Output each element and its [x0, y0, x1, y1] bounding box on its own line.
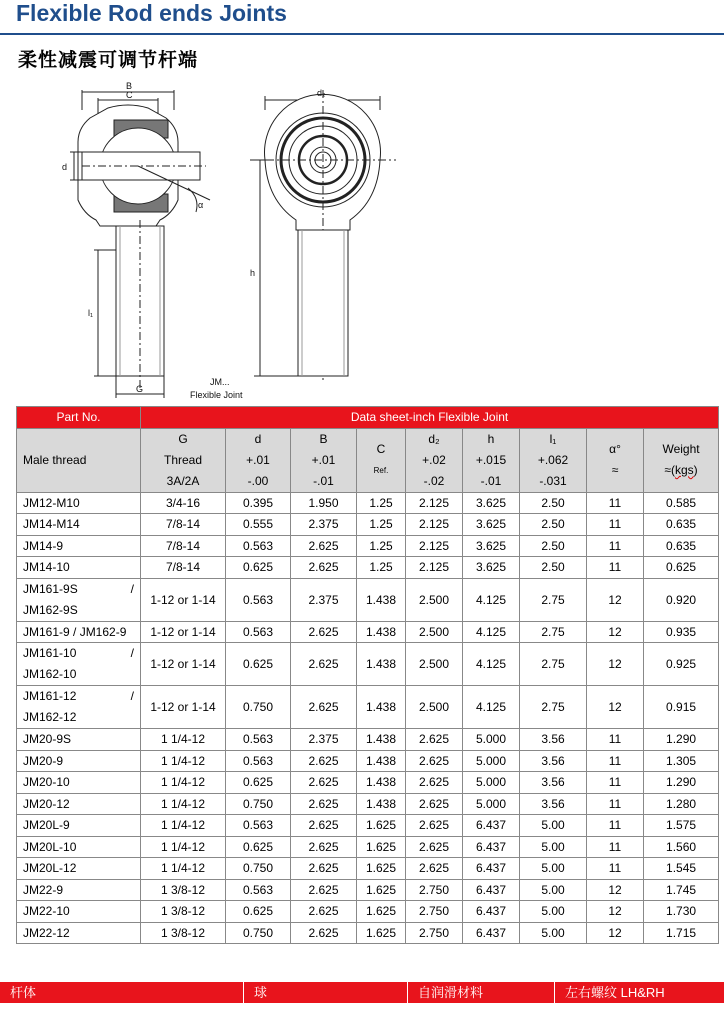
- table-row: [17, 578, 719, 621]
- cell-G: 7/8-14: [141, 535, 226, 557]
- cell-a: 12: [587, 686, 644, 729]
- cell-l1: 2.50: [520, 514, 587, 536]
- cell-C: 1.438: [357, 729, 406, 751]
- cell-h: 4.125: [463, 686, 520, 729]
- cell-w: 1.730: [644, 901, 719, 923]
- cell-C: 1.438: [357, 578, 406, 621]
- cell-h: 5.000: [463, 772, 520, 794]
- cell-d: 0.625: [226, 772, 291, 794]
- cell-d: 0.625: [226, 643, 291, 686]
- cell-B: 2.625: [291, 793, 357, 815]
- cell-d2: 2.750: [406, 901, 463, 923]
- table-row: [17, 535, 719, 557]
- cell-d: 0.563: [226, 578, 291, 621]
- table-row: [17, 643, 719, 686]
- cell-h: 6.437: [463, 858, 520, 880]
- cell-a: 12: [587, 901, 644, 923]
- cell-l1: 5.00: [520, 858, 587, 880]
- cell-C: 1.625: [357, 901, 406, 923]
- table-row: [17, 836, 719, 858]
- cell-a: 11: [587, 750, 644, 772]
- cell-h: 5.000: [463, 750, 520, 772]
- cell-B: 2.625: [291, 621, 357, 643]
- dim-label-d2: d₂: [317, 88, 326, 98]
- cell-a: 12: [587, 643, 644, 686]
- cell-G: 1-12 or 1-14: [141, 686, 226, 729]
- cell-G: 1 3/8-12: [141, 879, 226, 901]
- cell-C: 1.438: [357, 750, 406, 772]
- cell-G: 1 1/4-12: [141, 836, 226, 858]
- cell-d: 0.563: [226, 729, 291, 751]
- cell-h: 3.625: [463, 557, 520, 579]
- cell-G: 1 1/4-12: [141, 793, 226, 815]
- cell-C: 1.438: [357, 621, 406, 643]
- cell-h: 3.625: [463, 492, 520, 514]
- cell-G: 1 1/4-12: [141, 772, 226, 794]
- cell-l1: 3.56: [520, 750, 587, 772]
- footer-item-thread: 左右螺纹 LH&RH: [565, 985, 665, 1000]
- side-section-view: [70, 90, 210, 398]
- cell-G: 1 1/4-12: [141, 729, 226, 751]
- table-row: [17, 621, 719, 643]
- cell-C: 1.25: [357, 535, 406, 557]
- cell-h: 6.437: [463, 901, 520, 923]
- cell-h: 4.125: [463, 621, 520, 643]
- drawing-caption-part: JM...: [210, 377, 230, 387]
- cell-d2: 2.625: [406, 815, 463, 837]
- dim-label-l1: l₁: [88, 308, 94, 318]
- cell-h: 6.437: [463, 922, 520, 944]
- front-view: [250, 90, 396, 380]
- cell-C: 1.625: [357, 836, 406, 858]
- cell-d2: 2.125: [406, 492, 463, 514]
- table-row: [17, 492, 719, 514]
- table-row: [17, 557, 719, 579]
- cell-d2: 2.625: [406, 772, 463, 794]
- cell-w: 0.925: [644, 643, 719, 686]
- cell-a: 11: [587, 772, 644, 794]
- table-row: [17, 729, 719, 751]
- col-header-alpha: α° ≈: [587, 428, 644, 492]
- part-number-cell: JM14-10: [17, 557, 141, 579]
- cell-B: 1.950: [291, 492, 357, 514]
- cell-a: 12: [587, 621, 644, 643]
- sheet-title: Data sheet-inch Flexible Joint: [141, 407, 719, 429]
- cell-a: 12: [587, 578, 644, 621]
- cell-G: 7/8-14: [141, 514, 226, 536]
- cell-C: 1.438: [357, 772, 406, 794]
- part-number-cell: JM22-10: [17, 901, 141, 923]
- cell-G: 1 1/4-12: [141, 858, 226, 880]
- cell-d: 0.563: [226, 879, 291, 901]
- cell-B: 2.625: [291, 815, 357, 837]
- cell-d2: 2.125: [406, 557, 463, 579]
- cell-d: 0.625: [226, 901, 291, 923]
- cell-G: 7/8-14: [141, 557, 226, 579]
- cell-w: 0.915: [644, 686, 719, 729]
- cell-B: 2.625: [291, 686, 357, 729]
- part-number-cell: JM14-9: [17, 535, 141, 557]
- cell-G: 1-12 or 1-14: [141, 621, 226, 643]
- cell-h: 4.125: [463, 578, 520, 621]
- cell-h: 6.437: [463, 836, 520, 858]
- dim-label-h: h: [250, 268, 256, 278]
- cell-d: 0.563: [226, 621, 291, 643]
- cell-d: 0.555: [226, 514, 291, 536]
- cell-l1: 3.56: [520, 772, 587, 794]
- cell-w: 0.585: [644, 492, 719, 514]
- cell-w: 0.625: [644, 557, 719, 579]
- part-number-cell: JM20-12: [17, 793, 141, 815]
- cell-l1: 2.75: [520, 621, 587, 643]
- part-number-cell: JM20-9S: [17, 729, 141, 751]
- title-divider: [0, 33, 724, 35]
- cell-C: 1.438: [357, 643, 406, 686]
- cell-d2: 2.625: [406, 729, 463, 751]
- table-row: [17, 514, 719, 536]
- cell-a: 11: [587, 557, 644, 579]
- cell-B: 2.375: [291, 578, 357, 621]
- cell-a: 11: [587, 858, 644, 880]
- cell-w: 1.290: [644, 729, 719, 751]
- cell-C: 1.25: [357, 557, 406, 579]
- part-number-cell: JM12-M10: [17, 492, 141, 514]
- table-row: [17, 922, 719, 944]
- dim-label-B: B: [126, 81, 133, 91]
- cell-d2: 2.125: [406, 535, 463, 557]
- part-number-cell: JM161-9 / JM162-9: [17, 621, 141, 643]
- part-number-cell: JM20-9: [17, 750, 141, 772]
- spec-table: [16, 406, 719, 944]
- cell-w: 1.305: [644, 750, 719, 772]
- cell-l1: 2.50: [520, 492, 587, 514]
- cell-l1: 2.75: [520, 578, 587, 621]
- cell-a: 11: [587, 836, 644, 858]
- cell-d: 0.625: [226, 836, 291, 858]
- cell-h: 3.625: [463, 514, 520, 536]
- part-number-cell: JM161-12 / JM162-12: [17, 686, 141, 729]
- table-row: [17, 901, 719, 923]
- part-number-cell: JM14-M14: [17, 514, 141, 536]
- cell-d2: 2.625: [406, 858, 463, 880]
- table-row: [17, 793, 719, 815]
- cell-l1: 5.00: [520, 901, 587, 923]
- cell-d2: 2.625: [406, 836, 463, 858]
- dim-label-alpha: α: [198, 200, 204, 210]
- cell-a: 12: [587, 922, 644, 944]
- cell-G: 1 3/8-12: [141, 922, 226, 944]
- cell-w: 1.290: [644, 772, 719, 794]
- cell-l1: 2.50: [520, 557, 587, 579]
- table-row: [17, 686, 719, 729]
- cell-l1: 3.56: [520, 729, 587, 751]
- cell-B: 2.625: [291, 858, 357, 880]
- table-row: [17, 858, 719, 880]
- cell-w: 0.635: [644, 514, 719, 536]
- part-number-cell: JM20L-10: [17, 836, 141, 858]
- cell-C: 1.625: [357, 858, 406, 880]
- table-row: [17, 750, 719, 772]
- cell-B: 2.625: [291, 922, 357, 944]
- cell-w: 1.560: [644, 836, 719, 858]
- cell-w: 0.920: [644, 578, 719, 621]
- cell-w: 1.745: [644, 879, 719, 901]
- cell-C: 1.438: [357, 686, 406, 729]
- cell-B: 2.625: [291, 836, 357, 858]
- col-header-d: d +.01 -.00: [226, 428, 291, 492]
- table-row: [17, 879, 719, 901]
- cell-d: 0.395: [226, 492, 291, 514]
- cell-h: 4.125: [463, 643, 520, 686]
- cell-d2: 2.625: [406, 793, 463, 815]
- part-number-cell: JM161-10 / JM162-10: [17, 643, 141, 686]
- cell-l1: 2.50: [520, 535, 587, 557]
- cell-B: 2.625: [291, 643, 357, 686]
- cell-a: 12: [587, 879, 644, 901]
- cell-d: 0.563: [226, 750, 291, 772]
- cell-G: 1 1/4-12: [141, 750, 226, 772]
- col-header-C: C Ref.: [357, 428, 406, 492]
- cell-a: 11: [587, 514, 644, 536]
- part-number-cell: JM22-12: [17, 922, 141, 944]
- cell-w: 1.545: [644, 858, 719, 880]
- cell-B: 2.625: [291, 750, 357, 772]
- part-number-cell: JM20L-12: [17, 858, 141, 880]
- cell-a: 11: [587, 492, 644, 514]
- cell-d2: 2.500: [406, 578, 463, 621]
- col-header-d2: d₂ +.02 -.02: [406, 428, 463, 492]
- col-header-B: B +.01 -.01: [291, 428, 357, 492]
- cell-d: 0.750: [226, 858, 291, 880]
- cell-w: 1.280: [644, 793, 719, 815]
- cell-C: 1.625: [357, 922, 406, 944]
- cell-a: 11: [587, 815, 644, 837]
- cell-l1: 5.00: [520, 922, 587, 944]
- cell-a: 11: [587, 793, 644, 815]
- table-row: [17, 815, 719, 837]
- footer-bar: [0, 982, 724, 1003]
- table-row: [17, 772, 719, 794]
- cell-d2: 2.750: [406, 879, 463, 901]
- cell-C: 1.625: [357, 815, 406, 837]
- col-header-h: h +.015 -.01: [463, 428, 520, 492]
- cell-w: 1.575: [644, 815, 719, 837]
- cell-l1: 2.75: [520, 643, 587, 686]
- cell-B: 2.625: [291, 879, 357, 901]
- dim-label-d: d: [62, 162, 68, 172]
- cell-d2: 2.125: [406, 514, 463, 536]
- page-title: Flexible Rod ends Joints: [16, 0, 287, 26]
- cell-C: 1.25: [357, 514, 406, 536]
- col-header-G: G Thread 3A/2A: [141, 428, 226, 492]
- dim-label-C: C: [126, 90, 133, 100]
- cell-C: 1.438: [357, 793, 406, 815]
- page-subtitle: 柔性减震可调节杆端: [18, 49, 199, 71]
- part-no-header: Part No.: [17, 407, 141, 429]
- cell-d2: 2.500: [406, 621, 463, 643]
- cell-l1: 3.56: [520, 793, 587, 815]
- cell-w: 1.715: [644, 922, 719, 944]
- part-number-cell: JM22-9: [17, 879, 141, 901]
- cell-B: 2.625: [291, 772, 357, 794]
- rod-end-technical-drawing: [60, 80, 400, 406]
- footer-item-ball: 球: [244, 982, 408, 1003]
- cell-B: 2.625: [291, 901, 357, 923]
- cell-G: 1 1/4-12: [141, 815, 226, 837]
- cell-l1: 5.00: [520, 836, 587, 858]
- part-number-cell: JM161-9S / JM162-9S: [17, 578, 141, 621]
- cell-h: 5.000: [463, 729, 520, 751]
- col-header-weight: Weight ≈(kgs): [644, 428, 719, 492]
- col-header-male-thread: Male thread: [17, 428, 141, 492]
- col-header-l1: l₁ +.062 -.031: [520, 428, 587, 492]
- dim-label-G: G: [136, 384, 144, 394]
- cell-d: 0.750: [226, 793, 291, 815]
- cell-d: 0.563: [226, 535, 291, 557]
- column-header-row: [17, 428, 719, 492]
- cell-d2: 2.500: [406, 686, 463, 729]
- cell-l1: 2.75: [520, 686, 587, 729]
- cell-l1: 5.00: [520, 815, 587, 837]
- footer-item-liner: 自润滑材料: [408, 982, 555, 1003]
- cell-d: 0.625: [226, 557, 291, 579]
- cell-G: 1-12 or 1-14: [141, 643, 226, 686]
- cell-G: 1 3/8-12: [141, 901, 226, 923]
- table-header-banner: [17, 407, 719, 429]
- cell-d: 0.750: [226, 922, 291, 944]
- cell-d2: 2.625: [406, 750, 463, 772]
- cell-B: 2.625: [291, 557, 357, 579]
- cell-l1: 5.00: [520, 879, 587, 901]
- part-number-cell: JM20-10: [17, 772, 141, 794]
- cell-w: 0.635: [644, 535, 719, 557]
- cell-h: 6.437: [463, 879, 520, 901]
- cell-h: 3.625: [463, 535, 520, 557]
- cell-G: 1-12 or 1-14: [141, 578, 226, 621]
- cell-B: 2.375: [291, 514, 357, 536]
- cell-d: 0.563: [226, 815, 291, 837]
- footer-item-body: 杆体: [0, 982, 244, 1003]
- cell-C: 1.625: [357, 879, 406, 901]
- cell-h: 6.437: [463, 815, 520, 837]
- cell-d2: 2.500: [406, 643, 463, 686]
- cell-B: 2.625: [291, 535, 357, 557]
- cell-w: 0.935: [644, 621, 719, 643]
- cell-C: 1.25: [357, 492, 406, 514]
- cell-G: 3/4-16: [141, 492, 226, 514]
- cell-a: 11: [587, 729, 644, 751]
- cell-a: 11: [587, 535, 644, 557]
- part-number-cell: JM20L-9: [17, 815, 141, 837]
- cell-d: 0.750: [226, 686, 291, 729]
- drawing-caption-name: Flexible Joint: [190, 390, 243, 400]
- cell-d2: 2.750: [406, 922, 463, 944]
- cell-B: 2.375: [291, 729, 357, 751]
- cell-h: 5.000: [463, 793, 520, 815]
